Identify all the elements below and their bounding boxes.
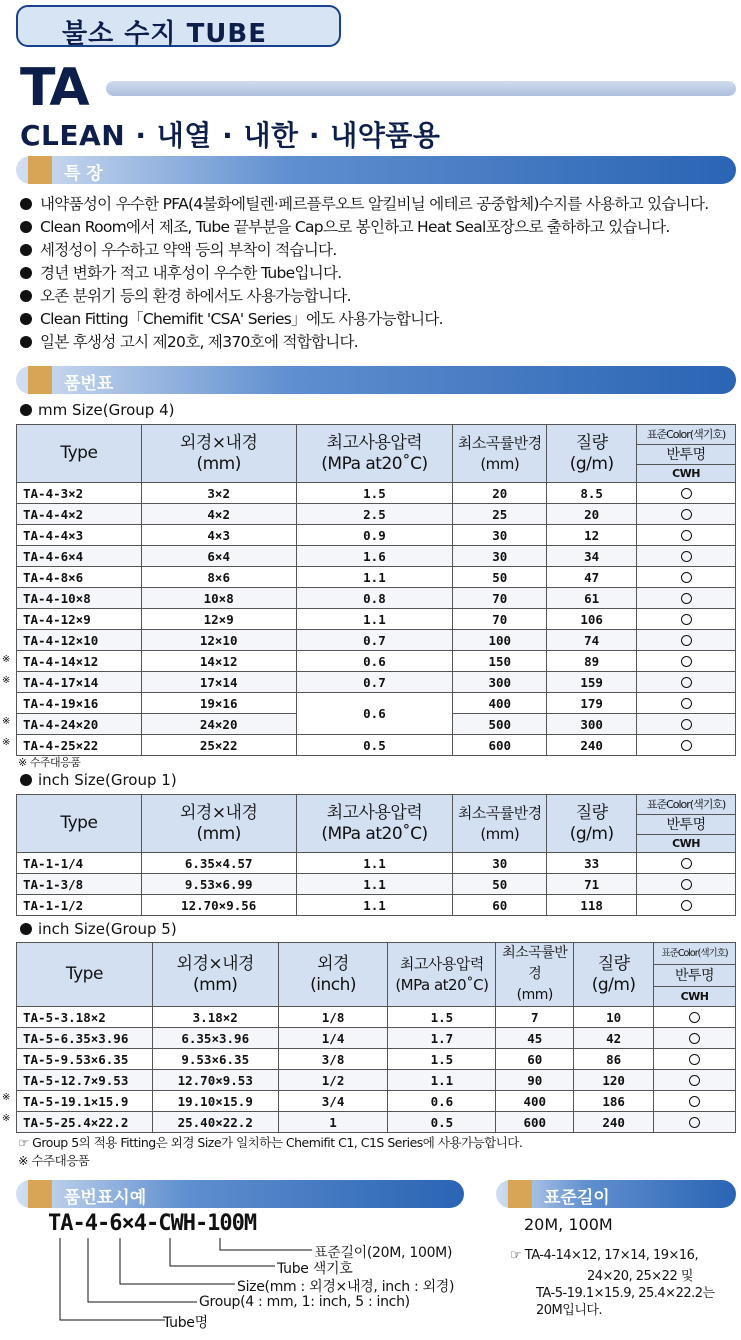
leader-line-color: [170, 1238, 275, 1266]
table-row: TA-5-9.53×6.35 9.53×6.35 3/8 1.5 60 86: [17, 1049, 736, 1070]
table-row: TA-4-19×16 19×16 0.6 400 179: [17, 693, 736, 714]
group5-note: ☞ Group 5의 적용 Fitting은 외경 Size가 일치하는 Chemifit C1, C1S Series에 사용가능합니다.: [18, 1135, 523, 1150]
available-icon: [681, 488, 692, 499]
leader-line-group: [88, 1238, 197, 1302]
table-row: TA-4-25×22 25×22 0.5 600 240: [17, 735, 736, 756]
group4-label: mm Size(Group 4): [20, 401, 174, 419]
order-mark: ※: [2, 654, 11, 665]
available-icon: [681, 656, 692, 667]
standard-length-section-header: [496, 1180, 736, 1208]
col-color-code: CWH: [654, 987, 736, 1007]
features-title: 특 장: [64, 164, 103, 184]
table-row: TA-5-6.35×3.96 6.35×3.96 1/4 1.7 45 42: [17, 1028, 736, 1049]
category-title: 불소 수지 TUBE: [62, 19, 267, 49]
group5-label: inch Size(Group 5): [20, 920, 177, 938]
available-icon: [681, 879, 692, 890]
example-label: Tube 색기호: [277, 1261, 353, 1277]
available-icon: [681, 719, 692, 730]
table-row: TA-5-3.18×2 3.18×2 1/8 1.5 7 10: [17, 1007, 736, 1028]
col-od-id: 외경×내경 (mm): [141, 795, 296, 853]
col-bend: 최소곡률반경 (mm): [453, 795, 547, 853]
group5-table: [16, 942, 736, 1133]
table-row: TA-4-24×20 24×20 500 300: [17, 714, 736, 735]
standard-length-note: 24×20, 25×22 및: [587, 1269, 693, 1284]
available-icon: [681, 530, 692, 541]
table-row: TA-4-4×3 4×3 0.9 30 12: [17, 525, 736, 546]
col-bend: 최소곡률반경 (mm): [496, 943, 574, 1007]
example-label: Group(4 : mm, 1: inch, 5 : inch): [199, 1294, 410, 1310]
table-row: TA-5-12.7×9.53 12.70×9.53 1/2 1.1 90 120: [17, 1070, 736, 1091]
bullet-icon: [20, 267, 32, 279]
order-mark: ※: [2, 675, 11, 686]
available-icon: [689, 1033, 700, 1044]
available-icon: [681, 509, 692, 520]
bullet-icon: [20, 313, 32, 325]
group1-label: inch Size(Group 1): [20, 771, 177, 789]
bullet-icon: [20, 198, 32, 210]
available-icon: [681, 698, 692, 709]
table-row: TA-4-4×2 4×2 2.5 25 20: [17, 504, 736, 525]
available-icon: [681, 677, 692, 688]
table-row: TA-1-1/4 6.35×4.57 1.1 30 33: [17, 853, 736, 874]
features-section-header: [16, 156, 736, 184]
table-row: TA-4-8×6 8×6 1.1 50 47: [17, 567, 736, 588]
bullet-icon: [20, 336, 32, 348]
col-color-name: 반투명: [637, 445, 736, 465]
parts-section-header: [16, 366, 736, 394]
standard-length-note: 20M입니다.: [536, 1303, 603, 1318]
available-icon: [681, 551, 692, 562]
table-row: TA-4-12×9 12×9 1.1 70 106: [17, 609, 736, 630]
section-tag-icon: [28, 1180, 52, 1208]
model-divider-bar: [106, 81, 736, 96]
order-mark: ※: [2, 716, 11, 727]
col-pressure: 최고사용압력 (MPa at20˚C): [296, 795, 453, 853]
group5-order-note: ※ 수주대응품: [18, 1153, 90, 1168]
bullet-icon: [20, 923, 32, 935]
model-name: TA: [20, 58, 88, 118]
leader-line-size: [120, 1238, 235, 1284]
available-icon: [681, 858, 692, 869]
example-title: 품번표시예: [64, 1188, 147, 1208]
bullet-icon: [20, 290, 32, 302]
col-color-std: 표준Color(색기호): [637, 425, 736, 445]
col-pressure: 최고사용압력 (MPa at20˚C): [388, 943, 496, 1007]
available-icon: [689, 1054, 700, 1065]
example-label: Size(mm : 외경×내경, inch : 외경): [237, 1279, 455, 1295]
available-icon: [689, 1012, 700, 1023]
example-code: TA-4-6×4-CWH-100M: [48, 1211, 257, 1236]
available-icon: [681, 740, 692, 751]
col-od-inch: 외경 (inch): [278, 943, 388, 1007]
example-label: 표준길이(20M, 100M): [314, 1245, 453, 1261]
feature-item: 세정성이 우수하고 약액 등의 부착이 적습니다.: [20, 238, 337, 260]
group4-note: ※ 수주대응품: [18, 756, 81, 769]
available-icon: [681, 572, 692, 583]
example-label: Tube명: [163, 1315, 208, 1331]
standard-length-value: 20M, 100M: [524, 1215, 613, 1234]
group1-table: [16, 794, 736, 916]
col-od-id: 외경×내경 (mm): [152, 943, 278, 1007]
col-pressure: 최고사용압력 (MPa at20˚C): [296, 425, 453, 483]
page-subtitle: CLEAN · 내열 · 내한 · 내약품용: [20, 119, 441, 152]
leader-line-tube: [60, 1238, 165, 1320]
bullet-icon: [20, 244, 32, 256]
col-weight: 질량 (g/m): [547, 425, 637, 483]
col-weight: 질량 (g/m): [574, 943, 654, 1007]
leader-line-length: [220, 1238, 312, 1250]
table-row: TA-1-1/2 12.70×9.56 1.1 60 118: [17, 895, 736, 916]
standard-length-note: TA-5-19.1×15.9, 25.4×22.2는: [536, 1286, 715, 1301]
available-icon: [689, 1096, 700, 1107]
col-color-name: 반투명: [654, 965, 736, 987]
section-tag-icon: [28, 156, 52, 184]
table-row: TA-4-6×4 6×4 1.6 30 34: [17, 546, 736, 567]
col-color-std: 표준Color(색기호): [637, 795, 736, 815]
col-color-code: CWH: [637, 835, 736, 853]
feature-item: 오존 분위기 등의 환경 하에서도 사용가능합니다.: [20, 284, 351, 306]
feature-item: Clean Room에서 제조, Tube 끝부분을 Cap으로 봉인하고 Heat Seal포장으로 출하하고 있습니다.: [20, 215, 670, 237]
col-color-code: CWH: [637, 465, 736, 483]
section-tag-icon: [508, 1180, 532, 1208]
section-tag-icon: [28, 366, 52, 394]
table-row: TA-4-10×8 10×8 0.8 70 61: [17, 588, 736, 609]
example-section-header: [16, 1180, 464, 1208]
col-weight: 질량 (g/m): [547, 795, 637, 853]
available-icon: [681, 900, 692, 911]
available-icon: [689, 1075, 700, 1086]
table-row: TA-4-3×2 3×2 1.5 20 8.5: [17, 483, 736, 504]
col-type: Type: [17, 795, 142, 853]
bullet-icon: [20, 221, 32, 233]
col-type: Type: [17, 943, 153, 1007]
order-mark: ※: [2, 1113, 11, 1124]
table-row: TA-4-12×10 12×10 0.7 100 74: [17, 630, 736, 651]
col-color-std: 표준Color(색기호): [654, 943, 736, 965]
standard-length-title: 표준길이: [544, 1188, 610, 1208]
available-icon: [681, 593, 692, 604]
col-od-id: 외경×내경 (mm): [141, 425, 296, 483]
feature-item: Clean Fitting「Chemifit 'CSA' Series」에도 사용가능합니다.: [20, 307, 443, 329]
category-badge: [16, 5, 341, 47]
col-type: Type: [17, 425, 142, 483]
available-icon: [681, 635, 692, 646]
available-icon: [689, 1117, 700, 1128]
bullet-icon: [20, 404, 32, 416]
table-row: TA-4-17×14 17×14 0.7 300 159: [17, 672, 736, 693]
order-mark: ※: [2, 737, 11, 748]
col-color-name: 반투명: [637, 815, 736, 835]
order-mark: ※: [2, 1092, 11, 1103]
table-row: TA-1-3/8 9.53×6.99 1.1 50 71: [17, 874, 736, 895]
standard-length-note: ☞ TA-4-14×12, 17×14, 19×16,: [510, 1248, 699, 1263]
parts-title: 품번표: [64, 374, 114, 394]
bullet-icon: [20, 774, 32, 786]
group4-table: [16, 424, 736, 756]
feature-item: 경년 변화가 적고 내후성이 우수한 Tube입니다.: [20, 261, 342, 283]
table-row: TA-4-14×12 14×12 0.6 150 89: [17, 651, 736, 672]
feature-item: 내약품성이 우수한 PFA(4불화에틸렌·페르플루오트 알킬비닐 에테르 공중합체)수지를 사용하고 있습니다.: [20, 192, 708, 214]
table-row: TA-5-25.4×22.2 25.40×22.2 1 0.5 600 240: [17, 1112, 736, 1133]
table-row: TA-5-19.1×15.9 19.10×15.9 3/4 0.6 400 186: [17, 1091, 736, 1112]
col-bend: 최소곡률반경 (mm): [453, 425, 547, 483]
available-icon: [681, 614, 692, 625]
feature-item: 일본 후생성 고시 제20호, 제370호에 적합합니다.: [20, 330, 358, 352]
